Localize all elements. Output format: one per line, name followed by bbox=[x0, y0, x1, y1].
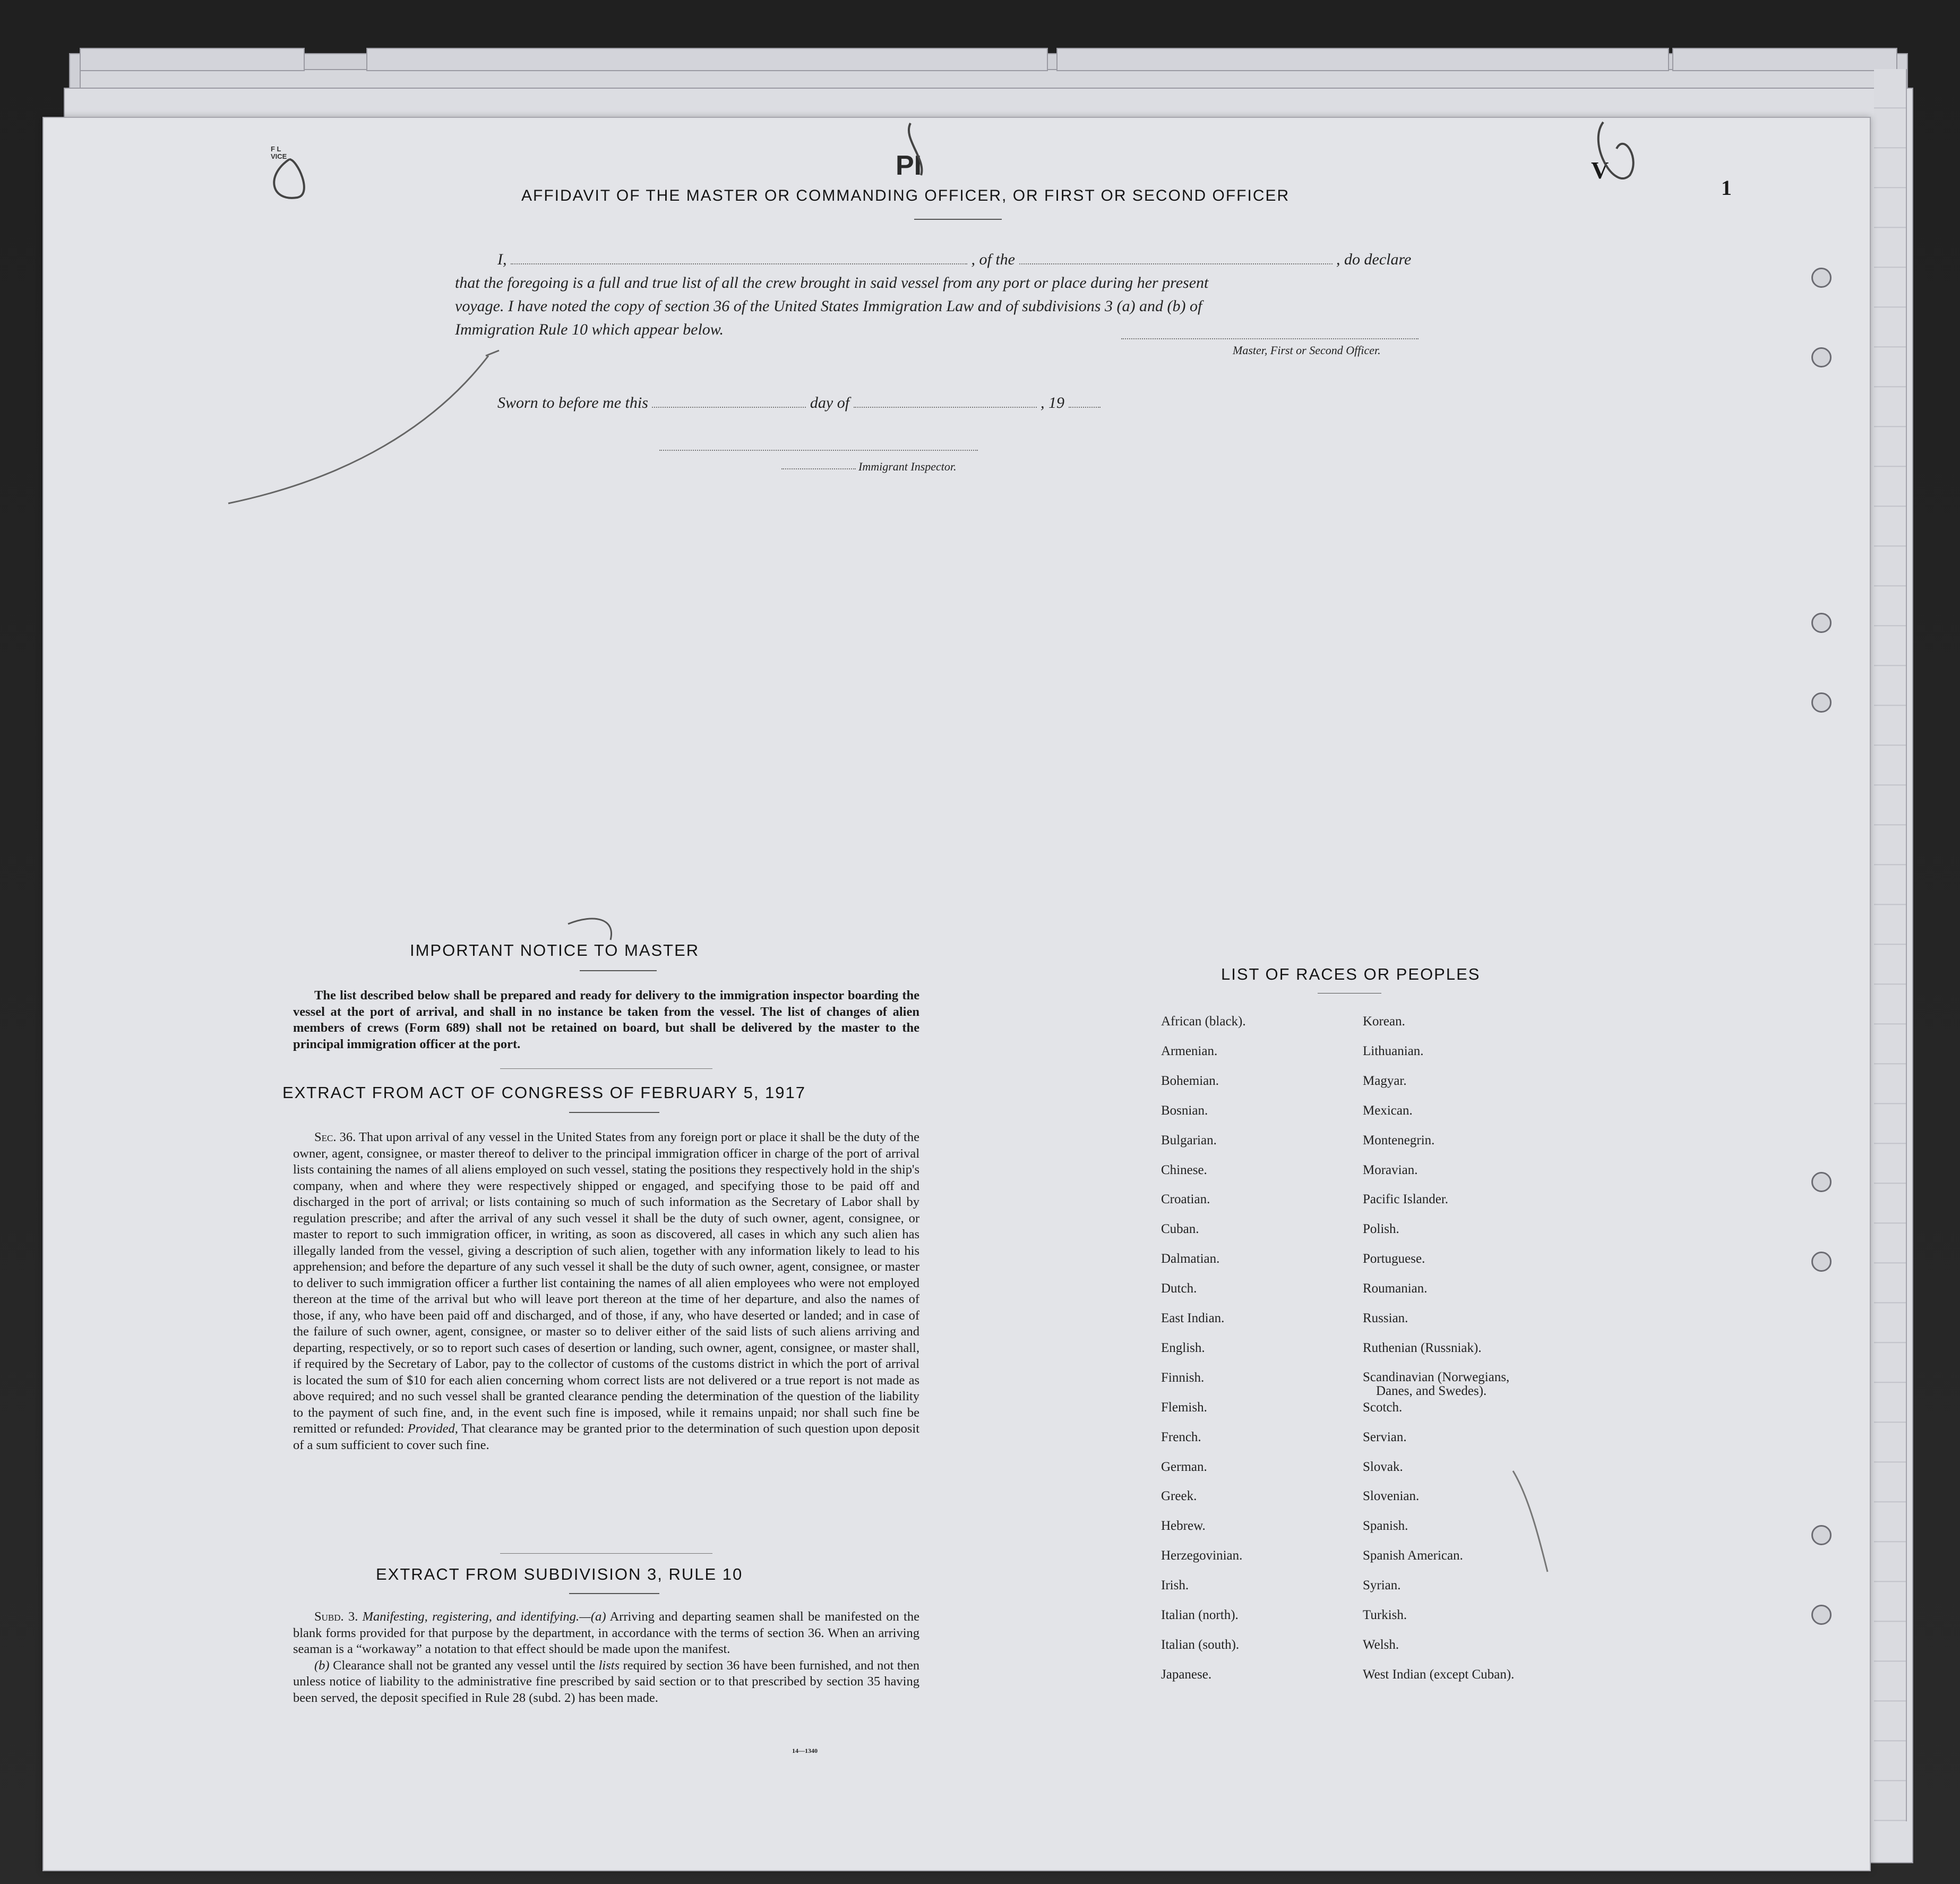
race-item: Bosnian. bbox=[1161, 1103, 1208, 1118]
race-item: Korean. bbox=[1363, 1014, 1405, 1029]
race-item: Armenian. bbox=[1161, 1043, 1218, 1058]
race-item: Russian. bbox=[1363, 1311, 1408, 1325]
race-item: Dalmatian. bbox=[1161, 1252, 1220, 1266]
race-item: Welsh. bbox=[1363, 1637, 1399, 1652]
race-item: Finnish. bbox=[1161, 1370, 1205, 1385]
corner-mark-mid: PI bbox=[896, 150, 922, 181]
affidavit-line-3: voyage. I have noted the copy of section 36 of the United States Immigration Law and of subdivisions 3 (a) and (b) of bbox=[455, 297, 1202, 315]
para-a-text: Arriving and departing seamen shall be manifested on the blank forms provided for that purpose by the department, in accordance with the terms of section 36. When an arriving seaman is a “workaway” a notation to that effect should be made upon the manifest. bbox=[293, 1609, 919, 1656]
act-title: EXTRACT FROM ACT OF CONGRESS OF FEBRUARY 5, 1917 bbox=[282, 1083, 806, 1102]
race-item: Scandinavian (Norwegians, Danes, and Swedes). bbox=[1363, 1369, 1510, 1398]
race-item: Lithuanian. bbox=[1363, 1043, 1424, 1058]
race-item: Ruthenian (Russniak). bbox=[1363, 1340, 1482, 1355]
races-title: LIST OF RACES OR PEOPLES bbox=[1221, 965, 1481, 983]
race-item: Servian. bbox=[1363, 1429, 1407, 1444]
rule-title: EXTRACT FROM SUBDIVISION 3, RULE 10 bbox=[376, 1565, 743, 1583]
race-item: Italian (south). bbox=[1161, 1637, 1240, 1652]
affidavit-line-2: that the foregoing is a full and true list of all the crew brought in said vessel from any port or place during her present bbox=[455, 274, 1209, 292]
race-item: Montenegrin. bbox=[1363, 1133, 1435, 1147]
affidavit-declare: , do declare bbox=[1336, 251, 1412, 268]
para-b-text-1: Clearance shall not be granted any vessel until the bbox=[333, 1658, 596, 1673]
race-item: African (black). bbox=[1161, 1014, 1246, 1029]
race-item: Pacific Islander. bbox=[1363, 1192, 1449, 1207]
binding-loop bbox=[274, 159, 304, 198]
race-item: Bulgarian. bbox=[1161, 1133, 1217, 1147]
race-item: Japanese. bbox=[1161, 1667, 1212, 1682]
affidavit-line-4: Immigration Rule 10 which appear below. bbox=[455, 321, 724, 338]
race-item: Chinese. bbox=[1161, 1162, 1207, 1177]
signature-caption: Master, First or Second Officer. bbox=[1233, 344, 1381, 357]
pen-stroke bbox=[228, 356, 488, 503]
race-item: Dutch. bbox=[1161, 1281, 1197, 1296]
race-item: Turkish. bbox=[1363, 1608, 1407, 1622]
pen-stroke bbox=[1513, 1471, 1548, 1572]
corner-mark-far-right: 1 bbox=[1721, 176, 1732, 200]
race-item: Herzegovinian. bbox=[1161, 1548, 1243, 1563]
race-item: East Indian. bbox=[1161, 1311, 1225, 1325]
form-number: 14—1340 bbox=[792, 1747, 818, 1754]
race-item: Spanish. bbox=[1363, 1519, 1408, 1534]
race-item: Spanish American. bbox=[1363, 1548, 1463, 1563]
notice-paragraph: The list described below shall be prepared and ready for delivery to the immigration inspector boarding the vessel at the port of arrival, and shall in no instance be taken from the vessel. The list of changes of alien members of crews (Form 689) shall not be retained on board, but shall be delivered by the master to the principal immigration officer at the port. bbox=[293, 988, 919, 1051]
sworn-prefix: Sworn to before me this bbox=[497, 394, 648, 412]
pen-stroke bbox=[486, 350, 499, 356]
race-item: Croatian. bbox=[1161, 1192, 1210, 1207]
race-item: West Indian (except Cuban). bbox=[1363, 1667, 1515, 1682]
race-item: Bohemian. bbox=[1161, 1073, 1219, 1088]
race-item: Hebrew. bbox=[1161, 1519, 1206, 1534]
pen-stroke bbox=[568, 919, 612, 940]
race-item: Moravian. bbox=[1363, 1162, 1418, 1177]
race-item: Scotch. bbox=[1363, 1400, 1403, 1415]
provided-word: Provided, bbox=[407, 1421, 458, 1436]
para-b-lists: lists bbox=[598, 1658, 620, 1673]
act-main-text: That upon arrival of any vessel in the United States from any foreign port or place it shall be the duty of the owner, agent, consignee, or master thereof to deliver to the principal immigration officer in charge of the port of arrival lists containing the names of all aliens employed on such vessel, stating the positions they respectively hold in the ship's company, when and where they were respectively shipped or engaged, and specifying those to be paid off and discharged in the port of arrival; or lists containing so much of such information as the Secretary of Labor shall by regulation prescribe; and after the arrival of any such vessel it shall be the duty of such owner, agent, consignee, or master to report to such immigration officer, in writing, as soon as discovered, all cases in which any such alien has illegally landed from the vessel, giving a description of such alien, together with any information likely to lead to his apprehension; and before the departure of any such vessel it shall be the duty of such owner, agent, consignee, or master to deliver to such immigration officer a further list containing the names of all alien employees who were not employed thereon at the time of the arrival but who will leave port thereon at the time of her departure, and also the names of those, if any, who have been paid off and discharged, and of those, if any, who have deserted or landed; and in case of the failure of such owner, agent, consignee, or master so to deliver either of the said lists of such aliens arriving and departing, respectively, or so to report such cases of desertion or landing, such owner, agent, consignee, or master shall, if required by the Secretary of Labor, pay to the collector of customs of the customs district in which the port of arrival is located the sum of $10 for each alien concerning whom correct lists are not delivered or a true report is not made as above required; and no such vessel shall be granted clearance pending the determination of the question of the liability to the payment of such fine, and, in the event such fine is imposed, while it remains unpaid; nor shall such fine be remitted or refunded: bbox=[293, 1130, 919, 1436]
race-item: Cuban. bbox=[1161, 1222, 1199, 1237]
race-item: Italian (north). bbox=[1161, 1608, 1239, 1622]
race-item: Roumanian. bbox=[1363, 1281, 1428, 1296]
affidavit-title: AFFIDAVIT OF THE MASTER OR COMMANDING OFFICER, OR FIRST OR SECOND OFFICER bbox=[521, 187, 1290, 204]
notice-title: IMPORTANT NOTICE TO MASTER bbox=[410, 941, 700, 960]
race-item: English. bbox=[1161, 1340, 1205, 1355]
race-item: Slovenian. bbox=[1363, 1489, 1420, 1504]
race-item: Polish. bbox=[1363, 1222, 1399, 1237]
subd-heading: Manifesting, registering, and identifying.—(a) bbox=[362, 1609, 606, 1624]
race-item: Flemish. bbox=[1161, 1400, 1207, 1415]
affidavit-of-the: , of the bbox=[971, 251, 1015, 268]
subd-label: Subd. 3. bbox=[314, 1609, 358, 1624]
inspector-caption: Immigrant Inspector. bbox=[858, 460, 957, 473]
corner-mark-top-right: V bbox=[1591, 157, 1609, 184]
race-item: Syrian. bbox=[1363, 1578, 1401, 1593]
race-item: Irish. bbox=[1161, 1578, 1189, 1593]
act-after-provided: That clearance may be granted prior to the determination of such question upon deposit of a sum sufficient to cover such fine. bbox=[293, 1421, 920, 1452]
sworn-day-of: day of bbox=[810, 394, 850, 412]
race-item: Magyar. bbox=[1363, 1073, 1407, 1088]
race-item: Slovak. bbox=[1363, 1459, 1403, 1474]
sworn-year: , 19 bbox=[1041, 394, 1065, 412]
binding-loop bbox=[1598, 122, 1634, 178]
race-item: German. bbox=[1161, 1459, 1207, 1474]
race-item: French. bbox=[1161, 1429, 1201, 1444]
para-b-label: (b) bbox=[314, 1658, 330, 1673]
race-item: Mexican. bbox=[1363, 1103, 1413, 1118]
race-item: Greek. bbox=[1161, 1489, 1197, 1504]
sec-label: Sec. 36. bbox=[314, 1130, 356, 1144]
affidavit-i: I, bbox=[497, 251, 507, 268]
corner-mark-top-left: F L VICE bbox=[271, 145, 287, 160]
binding-loop bbox=[909, 123, 922, 175]
para-b-text-2: required by section 36 have been furnished, and not then unless notice of liability to the administrative fine prescribed by said section or to that prescribed by section 35 having been served, the deposit specified in Rule 28 (subd. 2) has been made. bbox=[293, 1658, 919, 1705]
race-item: Portuguese. bbox=[1363, 1252, 1425, 1266]
